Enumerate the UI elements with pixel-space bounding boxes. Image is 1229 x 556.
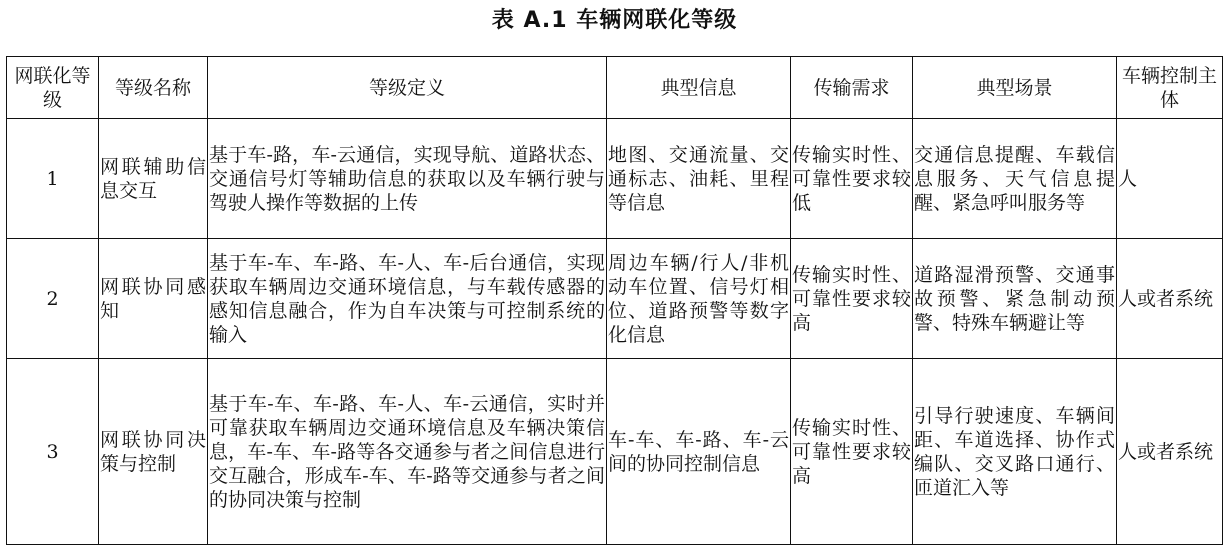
table-row xyxy=(7,359,1223,545)
cell-controller: 人 xyxy=(1117,119,1223,239)
cell-definition: 基于车-车、车-路、车-人、车-云通信，实时并可靠获取车辆周边交通环境信息及车辆决策信息，车-车、车-路等各交通参与者之间信息进行交互融合，形成车-车、车-路等交通参与者之间的协同决策与控制 xyxy=(208,359,607,545)
table-header-row xyxy=(7,57,1223,119)
cell-scenario: 道路湿滑预警、交通事故预警、紧急制动预警、特殊车辆避让等 xyxy=(913,239,1117,359)
header-scenario: 典型场景 xyxy=(913,57,1117,119)
cell-scenario: 交通信息提醒、车载信息服务、天气信息提醒、紧急呼叫服务等 xyxy=(913,119,1117,239)
cell-name: 网联协同感知 xyxy=(99,239,208,359)
cell-info: 周边车辆/行人/非机动车位置、信号灯相位、道路预警等数字化信息 xyxy=(607,239,791,359)
header-definition: 等级定义 xyxy=(208,57,607,119)
cell-controller: 人或者系统 xyxy=(1117,359,1223,545)
header-transmission: 传输需求 xyxy=(791,57,913,119)
cell-info: 车-车、车-路、车-云间的协同控制信息 xyxy=(607,359,791,545)
cell-definition: 基于车-路，车-云通信，实现导航、道路状态、交通信号灯等辅助信息的获取以及车辆行驶与驾驶人操作等数据的上传 xyxy=(208,119,607,239)
cell-scenario: 引导行驶速度、车辆间距、车道选择、协作式编队、交叉路口通行、匝道汇入等 xyxy=(913,359,1117,545)
header-info: 典型信息 xyxy=(607,57,791,119)
header-controller: 车辆控制主体 xyxy=(1117,57,1223,119)
cell-name: 网联辅助信息交互 xyxy=(99,119,208,239)
cell-level: 2 xyxy=(7,239,99,359)
cell-transmission: 传输实时性、可靠性要求较低 xyxy=(791,119,913,239)
connectivity-level-table xyxy=(6,56,1223,545)
cell-info: 地图、交通流量、交通标志、油耗、里程等信息 xyxy=(607,119,791,239)
cell-controller: 人或者系统 xyxy=(1117,239,1223,359)
table-row xyxy=(7,119,1223,239)
header-level: 网联化等级 xyxy=(7,57,99,119)
cell-transmission: 传输实时性、可靠性要求较高 xyxy=(791,239,913,359)
table-row xyxy=(7,239,1223,359)
table-title: 表 A.1 车辆网联化等级 xyxy=(491,8,738,33)
header-name: 等级名称 xyxy=(99,57,208,119)
cell-name: 网联协同决策与控制 xyxy=(99,359,208,545)
cell-transmission: 传输实时性、可靠性要求较高 xyxy=(791,359,913,545)
cell-definition: 基于车-车、车-路、车-人、车-后台通信，实现获取车辆周边交通环境信息，与车载传感器的感知信息融合，作为自车决策与可控制系统的输入 xyxy=(208,239,607,359)
cell-level: 3 xyxy=(7,359,99,545)
cell-level: 1 xyxy=(7,119,99,239)
